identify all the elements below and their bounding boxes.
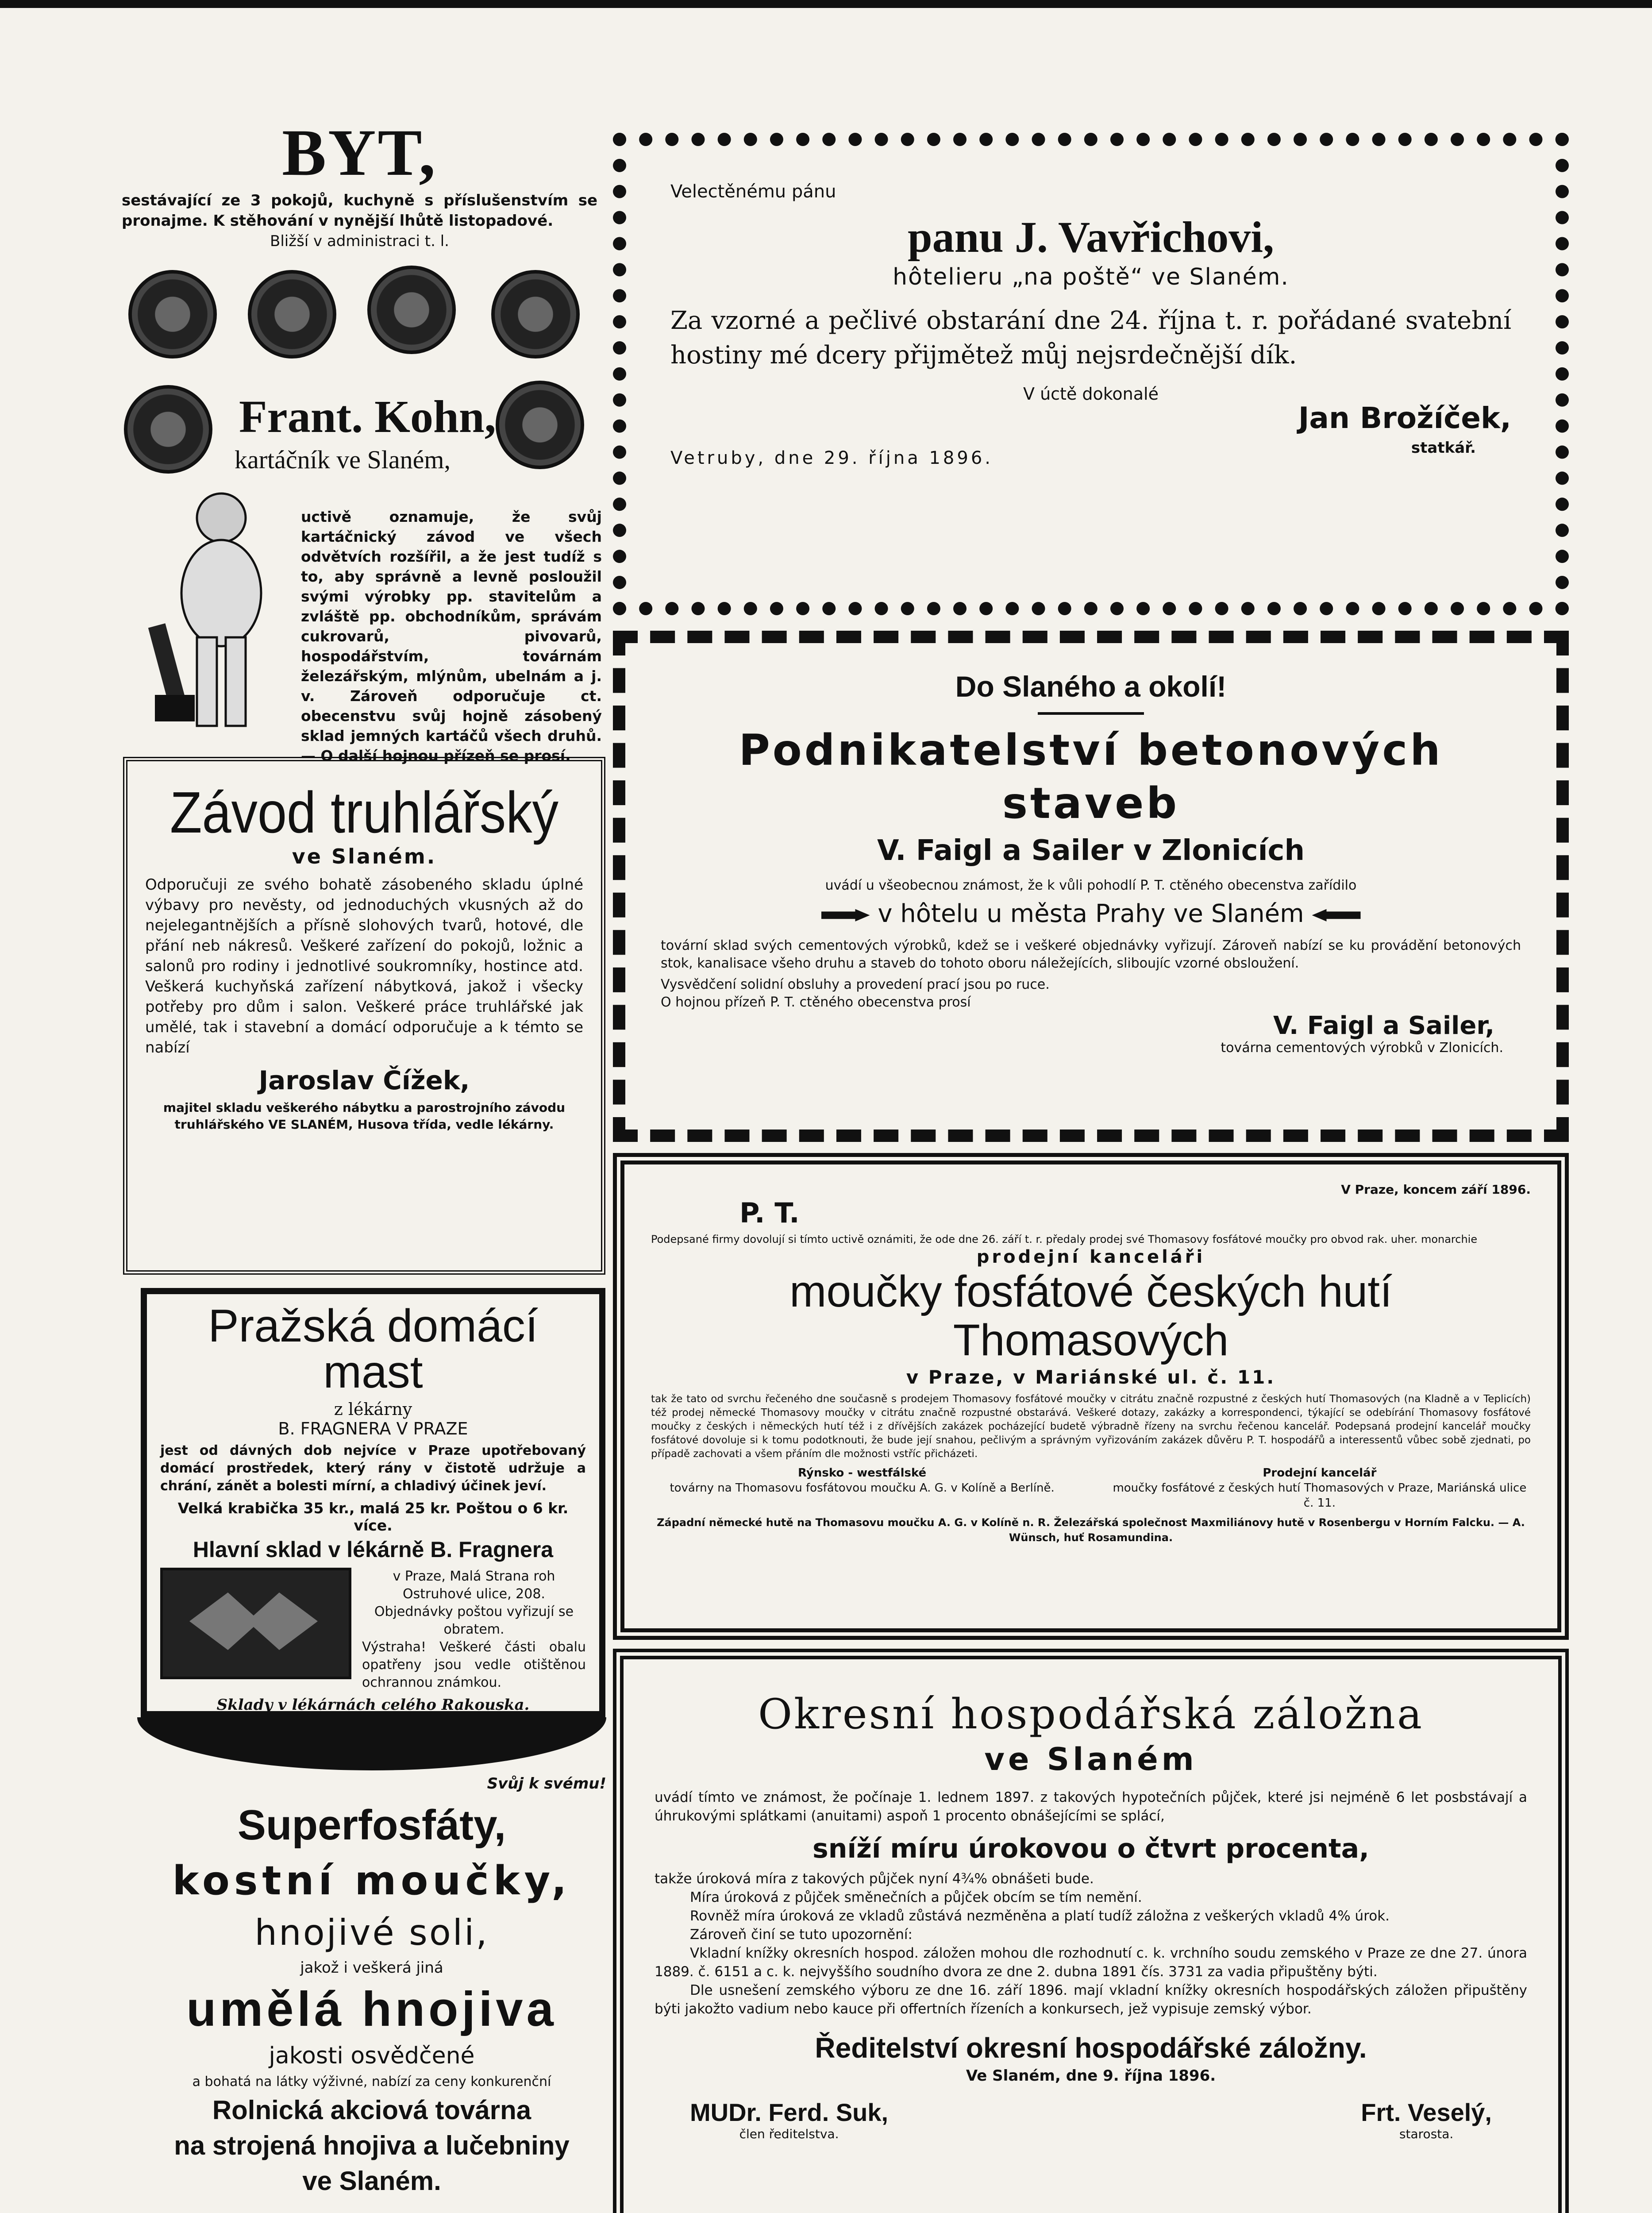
medal-icon — [367, 266, 456, 354]
truhlar-subtitle: ve Slaném. — [292, 844, 437, 868]
truhlar-text: Odporučuji ze svého bohatě zásobeného skladu úplné výbavy pro nevěsty, od jednoduchých vkusných až do nejelegantnějších a přísně slohových tvarů, hotové, dle přání neb nákresů. Veškeré zařízení do pokojů, ložnic a salonů pro rodiny i jednotlivé soukromníky, hostince atd. Veškerá kuchyňská zařízení nábytková, jakož i všecky potřeby pro dům i salon. Veškeré práce truhlářské jak umělé, tak i stavební a domácí odporučuje a k témto se nabízí — [145, 876, 583, 1056]
medal-icon — [491, 270, 580, 359]
faigl-sub: továrna cementových výrobků v Zlonicích. — [1221, 1040, 1503, 1056]
mast-warning: Výstraha! Veškeré části obalu opatřeny jsou vedle otištěnou ochrannou známkou. — [362, 1639, 586, 1690]
fosfaty-l8: Rolnická akciová továrna — [212, 2095, 531, 2125]
zalozna-p5: Zároveň činí se tuto upozornění: — [690, 1927, 913, 1943]
faigl-intro: uvádí u všeobecnou známost, že k vůli pohodlí P. T. ctěného obecenstva zařídilo — [825, 878, 1357, 893]
fosfaty-l2: kostní moučky, — [172, 1858, 571, 1904]
thomas-kancelar: prodejní kanceláři — [976, 1247, 1205, 1267]
mast-price: Velká krabička 35 kr., malá 25 kr. Poštou o 6 kr. více. — [177, 1500, 569, 1534]
thomas-ad — [613, 1153, 1569, 1640]
zalozna-p4: Rovněž míra úroková ze vkladů zůstává nezměněna a platí tudíž záložna z veškerých vkladů 4% úrok. — [690, 1908, 1390, 1924]
faigl-header: Do Slaného a okolí! — [955, 670, 1227, 703]
mast-address: v Praze, Malá Strana roh Ostruhové ulice, 208. — [393, 1569, 555, 1602]
faigl-title: Podnikatelství betonových staveb — [739, 725, 1443, 828]
faigl-text2: Vysvědčení solidní obsluhy a provedení prací jsou po ruce. — [661, 977, 1050, 992]
zalozna-highlight: sníží míru úrokovou o čtvrt procenta, — [813, 1833, 1369, 1864]
byt-ad — [122, 116, 597, 251]
faigl-hotel-line — [661, 899, 1521, 928]
truhlar-signature: Jaroslav Čížek, — [258, 1065, 470, 1095]
kohn-ad — [119, 261, 602, 764]
zalozna-sig-left: MUDr. Ferd. Suk, — [690, 2098, 889, 2126]
zalozna-date: Ve Slaném, dne 9. října 1896. — [966, 2067, 1216, 2085]
mast-ad — [141, 1288, 605, 1717]
zalozna-sig-left-title: člen ředitelstva. — [739, 2127, 839, 2141]
vavrich-signature: Jan Brožíček, — [1298, 401, 1511, 435]
medal-icon — [248, 270, 336, 359]
vavrich-name: panu J. Vavřichovi, — [907, 212, 1275, 262]
zalozna-p7: Dle usnešení zemského výboru ze dne 16. září 1896. mají vkladní knížky okresních hospodářských záložen připuštěny býti jakožto vadium nebo kauce při offertních řízeních a konkursech, jež vypisuje zemský výbor. — [655, 1982, 1527, 2017]
kohn-name: Frant. Kohn, — [239, 391, 496, 442]
vavrich-role: hôtelieru „na poště“ ve Slaném. — [893, 264, 1289, 290]
fosfaty-l5: umělá hnojiva — [186, 1982, 557, 2036]
vavrich-date: Vetruby, dne 29. října 1896. — [670, 448, 993, 468]
faigl-divider — [1038, 712, 1144, 715]
faigl-ad — [613, 631, 1569, 1142]
thomas-title: moučky fosfátové českých hutí Thomasových — [789, 1267, 1392, 1365]
zalozna-sig-right-title: starosta. — [1399, 2127, 1454, 2141]
fosfaty-l10: ve Slaném. — [302, 2166, 441, 2196]
zalozna-p6: Vkladní knížky okresních hospod. záložen mohou dle rozhodnutí c. k. vrchního soudu zemského v Praze ze dne 27. února 1889. č. 6151 a c. k. nejvyššího soudního dvora ze dne 2. dubna 1891 čís. 3731 za vadia připuštěny býti. — [655, 1945, 1527, 1980]
zalozna-ad — [613, 1649, 1569, 2213]
byt-title: BYT, — [282, 116, 437, 189]
pointing-hand-icon — [821, 909, 870, 921]
fosfaty-l7: a bohatá na látky výživné, nabízí za ceny konkurenční — [192, 2074, 551, 2090]
faigl-hotel: v hôtelu u města Prahy ve Slaném — [878, 899, 1304, 928]
faigl-text: tovární sklad svých cementových výrobků, kdež se i veškeré objednávky vyřizují. Zároveň nabízí se ku provádění betonových stok, kanalisace všeho druhu a staveb do tohoto oboru náležejících, sliboujíc vzorné obsloužení. — [661, 938, 1521, 971]
vavrich-title: statkář. — [1411, 439, 1476, 457]
thomas-intro: Podepsané firmy dovolují si tímto uctivě oznámiti, že ode dne 26. září t. r. předaly prodej své Thomasovy fosfátové moučky pro obvod rak. uher. monarchie — [651, 1233, 1478, 1245]
thomas-pt: P. T. — [739, 1197, 800, 1229]
kohn-text: uctivě oznamuje, že svůj kartáčnický závod ve všech odvětvích rozšířil, a že jest tudíž s to, aby správně a levně posloužil svými výrobky pp. stavitelům a zvláště pp. obchodníkům, správám cukrovarů, pivovarů, hospodářstvím, továrnám železářským, mlýnům, ubelnám a j. v. Zároveň odporučuje ct. obecenstvu svůj hojně zásobený sklad jemných kartáčů všech druhů. — O další hojnou přízeň se prosí. — [301, 508, 602, 764]
mast-footer: Sklady v lékárnách celého Rakouska. — [216, 1696, 530, 1714]
vavrich-greeting: Velectěnému pánu — [670, 181, 836, 202]
truhlar-ad — [123, 757, 605, 1275]
zalozna-board: Ředitelství okresní hospodářské záložny. — [815, 2032, 1367, 2064]
truhlar-footer: majitel skladu veškerého nábytku a parostrojního závodu truhlářského VE SLANÉM, Husova třída, vedle lékárny. — [163, 1100, 566, 1132]
zalozna-p1: uvádí tímto ve známost, že počínaje 1. lednem 1897. z takových hypotečních půjček, které jsi nejméně 6 let posbstávají a úhrukovými splátkami (anuitami) aspoň 1 procento obnášejícími se splácí, — [655, 1789, 1527, 1824]
mast-text: jest od dávných dob nejvíce v Praze upotřebovaný domácí prostředek, který rány v čistotě udržuje a chrání, zánět a bolesti mírní, a chladivý účinek jeví. — [160, 1443, 586, 1494]
kohn-trade: kartáčník ve Slaném, — [235, 445, 451, 474]
vavrich-ad — [613, 133, 1569, 615]
thomas-address: v Praze, v Mariánské ul. č. 11. — [906, 1366, 1276, 1388]
medal-icon — [124, 385, 212, 474]
zalozna-sig-right: Frt. Veselý, — [1361, 2098, 1492, 2126]
mast-line1: z lékárny — [334, 1400, 412, 1419]
zalozna-p3: Míra úroková z půjček směnečních a půjček obcím se tím nemění. — [690, 1889, 1142, 1905]
cherub-brush-illustration — [146, 491, 297, 739]
fosfaty-top-banner — [137, 1717, 606, 1770]
thomas-footer: Západní německé hutě na Thomasovu moučku A. G. v Kolíně n. R. Železářská společnost Maxmiliánovy hutě v Rosenbergu v Horním Falcku. — A. Wünsch, huť Rosamundina. — [657, 1516, 1525, 1544]
mast-line2: B. FRAGNERA V PRAZE — [278, 1419, 468, 1438]
mast-sklad: Hlavní sklad v lékárně B. Fragnera — [193, 1537, 554, 1562]
top-rule — [0, 0, 1652, 8]
faigl-signature: V. Faigl a Sailer, — [1273, 1011, 1494, 1040]
faigl-firm: V. Faigl a Sailer v Zlonicích — [877, 834, 1305, 867]
fosfaty-ad — [137, 1717, 606, 2213]
thomas-right-head: Prodejní kancelář — [1263, 1466, 1377, 1480]
medal-icon — [496, 381, 584, 469]
trademark-emblem — [160, 1568, 351, 1679]
byt-text: sestávající ze 3 pokojů, kuchyně s příslušenstvím se pronajme. K stěhování v nynější lhůtě listopadové. — [122, 192, 597, 230]
fosfaty-l9: na strojená hnojiva a lučebniny — [174, 2131, 570, 2160]
vavrich-text: Za vzorné a pečlivé obstarání dne 24. října t. r. pořádané svatební hostiny mé dcery přijmětež můj nejsrdečnější dík. — [670, 306, 1511, 370]
fosfaty-l4: jakož i veškerá jiná — [300, 1959, 443, 1977]
zalozna-title: Okresní hospodářská záložna — [758, 1690, 1424, 1739]
vavrich-uctou: V úctě dokonalé — [1023, 384, 1159, 404]
thomas-right-body: moučky fosfátové z českých hutí Thomasových v Praze, Mariánská ulice č. 11. — [1113, 1481, 1527, 1510]
fosfaty-l3: hnojivé soli, — [254, 1912, 489, 1953]
mast-title: Pražská domácí mast — [208, 1300, 538, 1398]
fosfaty-l6: jakosti osvědčené — [269, 2043, 475, 2069]
zalozna-subtitle: ve Slaném — [984, 1741, 1198, 1777]
thomas-left-body: továrny na Thomasovu fosfátovou moučku A. G. v Kolíně a Berlíně. — [670, 1481, 1055, 1495]
thomas-left-head: Rýnsko - westfálské — [798, 1466, 927, 1480]
zalozna-p2: takže úroková míra z takových půjček nyní 4¾% obnášeti bude. — [655, 1871, 1094, 1887]
thomas-date: V Praze, koncem září 1896. — [1341, 1182, 1531, 1197]
byt-info: Bližší v administraci t. l. — [270, 232, 449, 250]
faigl-text3: O hojnou přízeň P. T. ctěného obecenstva prosí — [661, 995, 971, 1010]
mast-orders: Objednávky poštou vyřizují se obratem. — [374, 1604, 574, 1637]
fosfaty-l1: Superfosfáty, — [237, 1801, 506, 1849]
fosfaty-motto: Svůj k svému! — [487, 1775, 606, 1793]
pointing-hand-icon — [1312, 909, 1361, 921]
thomas-text: tak že tato od svrchu řečeného dne současně s prodejem Thomasovy fosfátové moučky v citrátu značně rozpustné z českých hutí Thomasových (na Kladně a v Teplicích) též prodej německé Thomasovy moučky v citrátu značně rozpustné obstarává. Veškeré dotazy, zakázky a korrespondenci, týkající se odebírání Thomasovy fosfátové moučky z českých i německých hutí též i z dřívějších zakázek pocházející budetě výbradně řízeny na svrchu řečenou kancelář. Podepsaná prodejní kancelář moučky fosfátové dovoluje si k tomu podotknouti, že bude její snahou, pečlivým a správným vyřizováním zakázek důvěru P. T. hospodářů a interessentů vůbec sobě zjednati, po případě zachovati a všem přáním dle možnosti vstříc přicházeti. — [651, 1393, 1531, 1460]
truhlar-title: Závod truhlářský — [169, 780, 559, 845]
medal-icon — [128, 270, 217, 359]
